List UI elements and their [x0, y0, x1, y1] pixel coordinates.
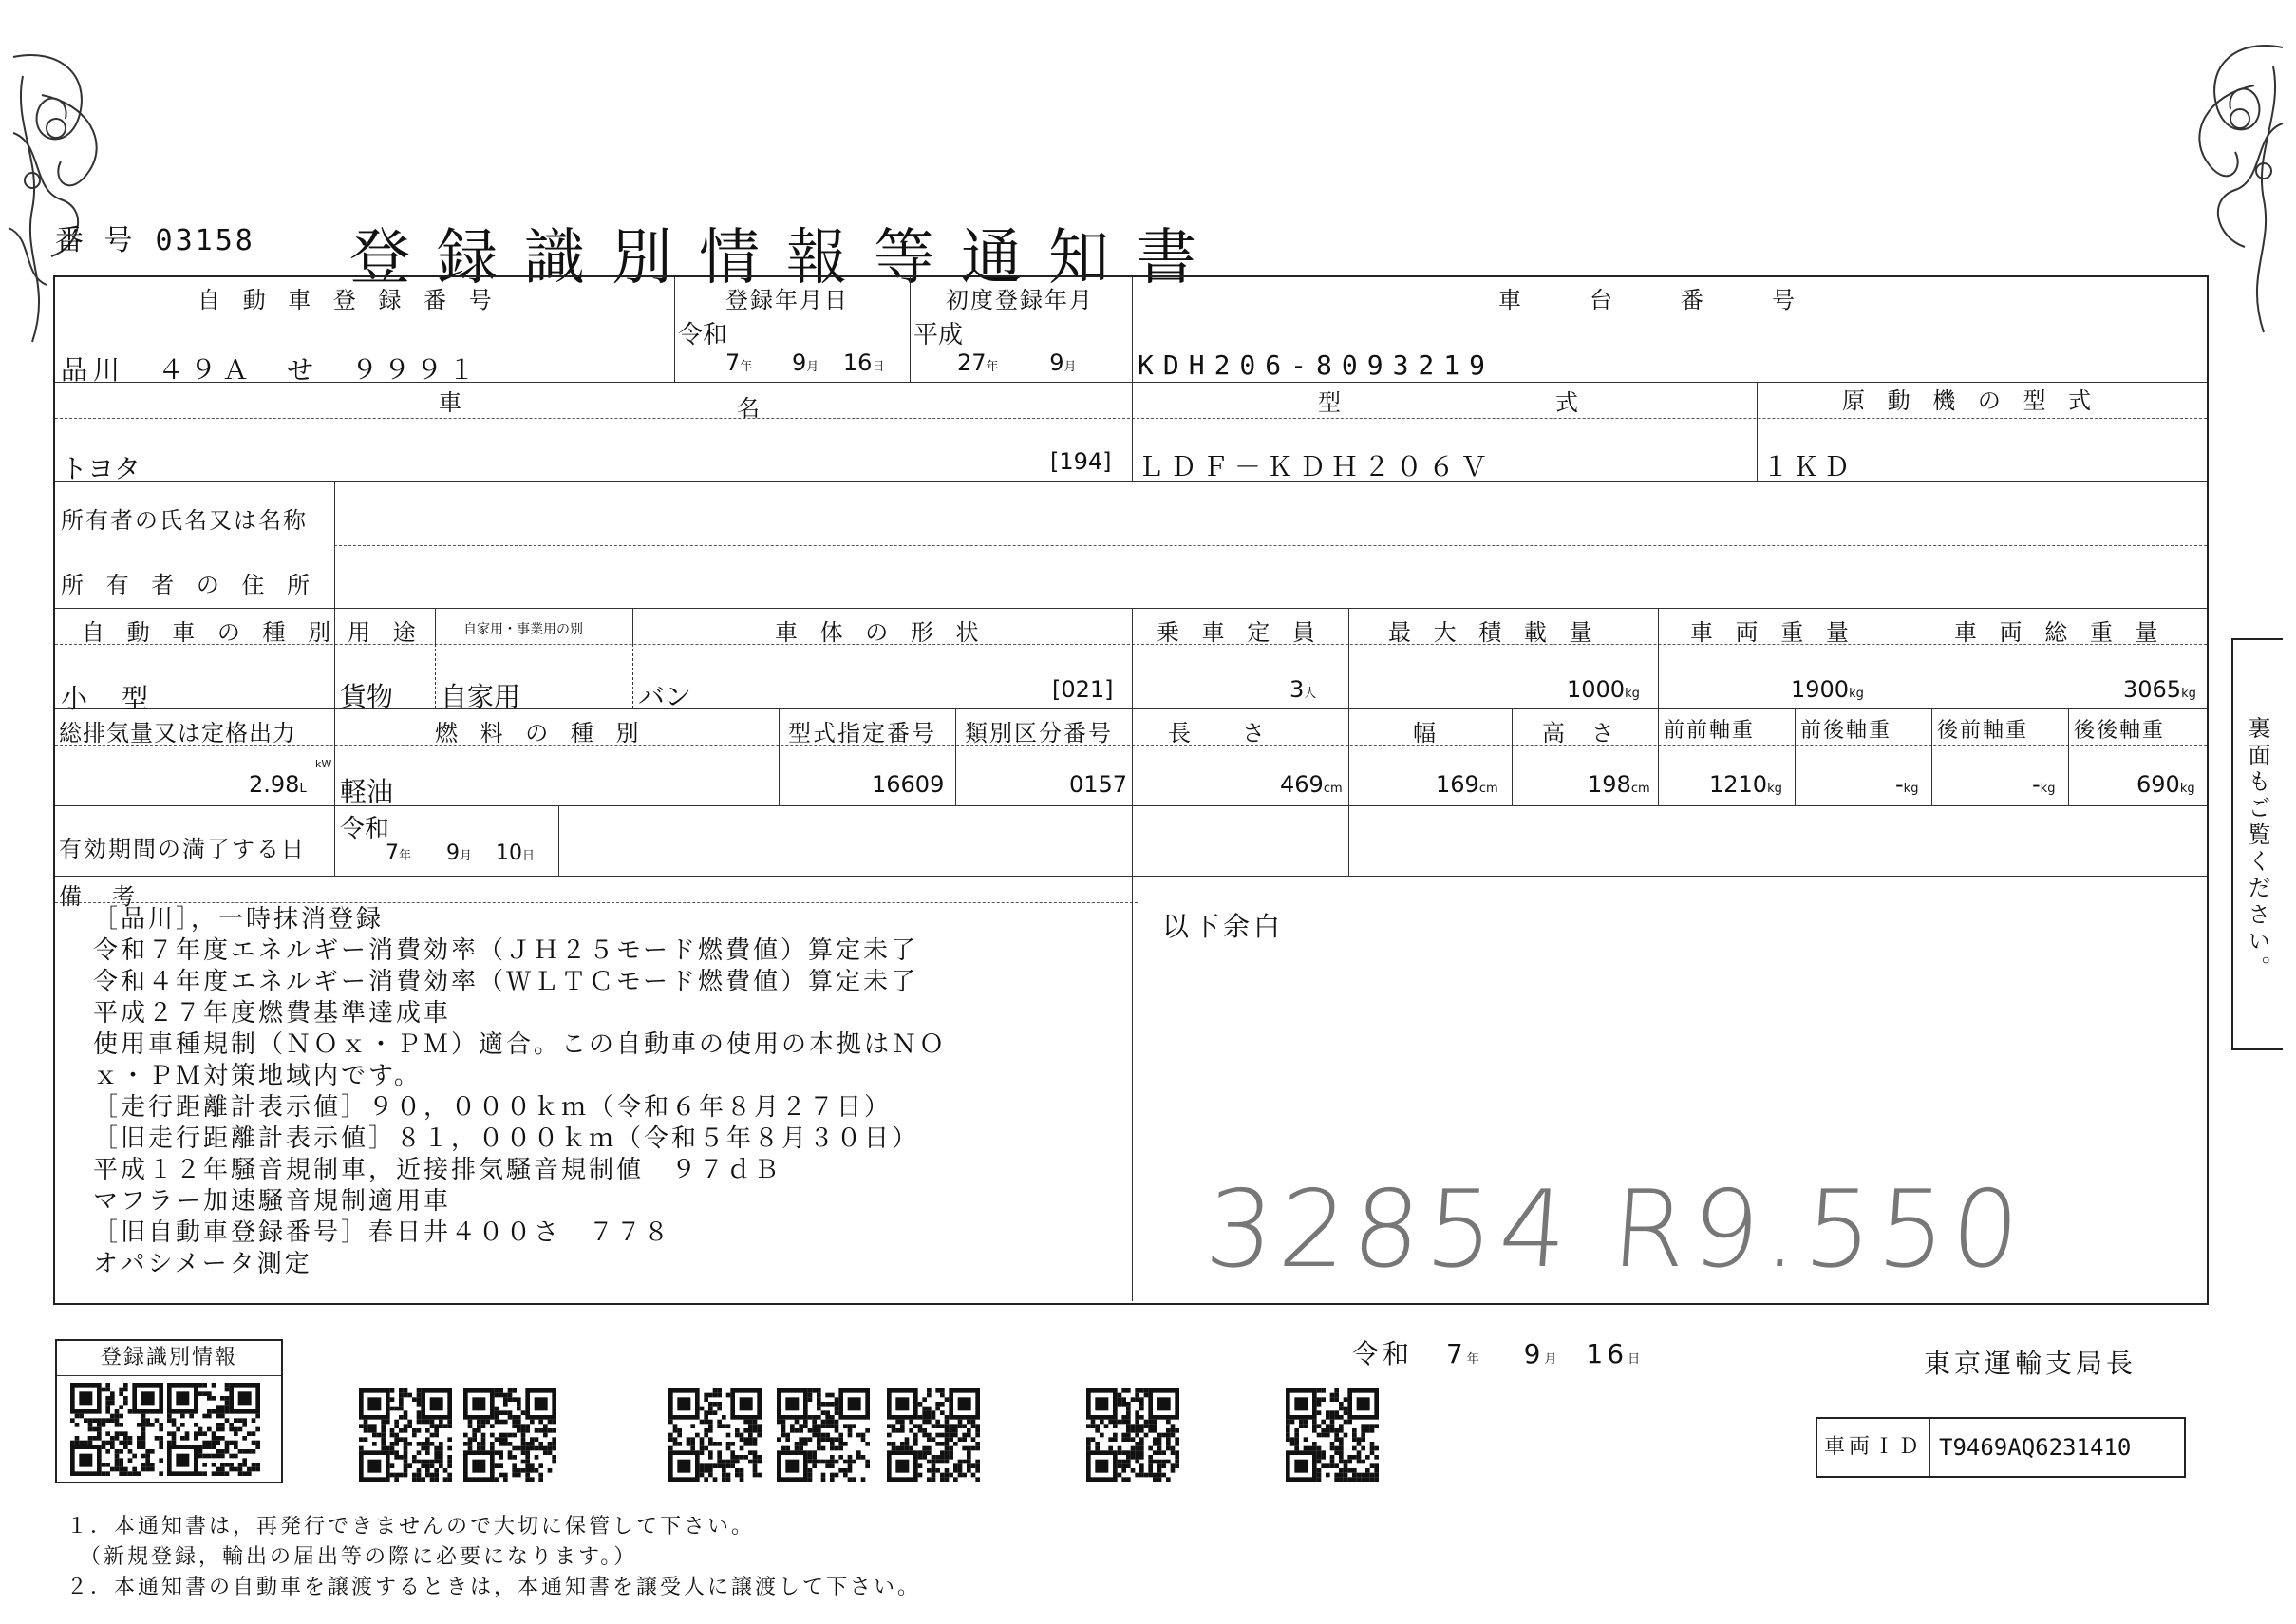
- expiry-day: 10: [496, 841, 523, 865]
- use: 貨物: [340, 681, 394, 712]
- label-length: 長 さ: [1168, 720, 1267, 746]
- label-width: 幅: [1413, 720, 1438, 746]
- remarks-list: [93, 904, 947, 1280]
- label-engine-model: 原 動 機 の 型 式: [1842, 387, 2099, 414]
- label-use: 用 途: [348, 619, 423, 646]
- capacity: 3: [1289, 676, 1305, 703]
- label-max-load: 最 大 積 載 量: [1388, 619, 1600, 646]
- label-vehicle-weight: 車 両 重 量: [1690, 619, 1856, 646]
- body-code: [021]: [1052, 676, 1114, 703]
- class-number: 0157: [1069, 771, 1128, 798]
- remark-line: 平成２７年度燃費基準達成車: [93, 999, 452, 1028]
- issue-month: 9: [1523, 1338, 1545, 1369]
- label-car: 車: [439, 389, 463, 416]
- width: 169: [1436, 771, 1479, 798]
- vehicle-id-box: [1816, 1417, 2186, 1478]
- footer-note: １．本通知書は，再発行できませんので大切に保管して下さい。: [66, 1515, 756, 1539]
- remark-line: 使用車種規制（ＮＯｘ・ＰＭ）適合。この自動車の使用の本拠はＮＯ: [93, 1030, 948, 1059]
- label-height: 高 さ: [1542, 720, 1616, 746]
- label-rr-axle: 後後軸重: [2074, 719, 2166, 743]
- expiry-month: 9: [446, 841, 461, 865]
- handwritten-note: 32854 R9.550: [1201, 1168, 2029, 1292]
- qr-code-icon: [463, 1388, 556, 1482]
- registration-info-label: 登録識別情報: [57, 1341, 281, 1376]
- vehicle-kind: 小 型: [61, 683, 153, 714]
- document-number: [55, 217, 255, 258]
- page-title: 登録識別情報等通知書: [349, 223, 1223, 293]
- label-rf-axle: 後前軸重: [1937, 719, 2029, 743]
- label-model: 型: [1318, 389, 1343, 416]
- label-style: 式: [1555, 389, 1580, 416]
- remark-line: オパシメータ測定: [93, 1250, 312, 1278]
- qr-code-icon: [668, 1388, 762, 1482]
- label-owner-name: 所有者の氏名又は名称: [61, 507, 308, 534]
- label-private-business: 自家用・事業用の別: [463, 622, 583, 637]
- qr-code-icon: [887, 1388, 980, 1482]
- qr-code-icon: [1086, 1388, 1179, 1482]
- vehicle-id-label: 車両ＩＤ: [1817, 1419, 1930, 1476]
- label-type-designation: 型式指定番号: [788, 720, 936, 746]
- side-note-tab: [2231, 638, 2283, 1050]
- gross-weight: 3065: [2123, 676, 2182, 703]
- label-remarks: 備 考: [59, 883, 139, 910]
- registration-table: 自 動 車 登 録 番 号 登録年月日 初度登録年月 車 台 番 号 令和 平成 品川 ４９Ａ せ ９９９１ 7年 9月 16日 27年 9月 KDH206-8093219 車 名 型 式 原 動 機 の 型 式 トヨタ [194] ＬＤＦ－ＫＤＨ２０６Ｖ １ＫＤ 所有者の氏名又は名称 所 有 者 の 住 所 自 動 車 の 種 別 用 途 自家用・事業用の別 車 体 の 形 状 乗 車 定 員 最 大 積 載 量 車 両 重 量 車 両 総 重 量 小 型 貨物 自家用 バン [021] 3人 1000kg 1900kg 3065kg 総排気量又は定格出力 燃 料 の 種 別 型式指定番号 類別区分番号 長 さ 幅 高 さ 前前軸重 前後軸重 後前軸重 後後軸重 kW 2.98L 軽油 16609 0157 469cm 169cm 198cm 1210kg -kg -kg 690kg 有効期間の満了する日 令和 7年 9月 10日 備 考 ［品川］，一時抹消登録 令和７年度エネルギー消費効率（ＪＨ２５モード燃費値）算定未了 令和４年度エネルギー消費効率（ＷＬＴＣモード燃費値）算定未了 平成２７年度燃費基準達成車 使用車種規制（ＮＯｘ・ＰＭ）適合。この自動車の使用の本拠はＮＯ ｘ・ＰＭ対策地域内です。 ［走行距離計表示値］９０，０００ｋｍ（令和６年８月２７日） ［旧走行距離計表示値］８１，０００ｋｍ（令和５年８月３０日） 平成１２年騒音規制車，近接排気騒音規制値 ９７ｄＢ マフラー加速騒音規制適用車 ［旧自動車登録番号］春日井４００さ ７７８ オパシメータ測定 以下余白: [53, 275, 2209, 1305]
- expiry-era: 令和: [340, 815, 390, 843]
- body-shape: バン: [638, 681, 692, 712]
- maker-code: [194]: [1050, 448, 1112, 475]
- reg-year: 7: [725, 349, 741, 376]
- length: 469: [1280, 771, 1324, 798]
- qr-code-icon: [167, 1383, 260, 1476]
- fr-axle-weight: -: [1895, 771, 1904, 798]
- margin-note: 以下余白: [1162, 911, 1285, 942]
- issue-year: 7: [1445, 1338, 1467, 1369]
- label-fr-axle: 前後軸重: [1800, 719, 1892, 743]
- label-displacement: 総排気量又は定格出力: [59, 720, 296, 746]
- max-load: 1000: [1567, 676, 1626, 703]
- remark-line: ［走行距離計表示値］９０，０００ｋｍ（令和６年８月２７日）: [93, 1093, 893, 1122]
- remark-line: 令和４年度エネルギー消費効率（ＷＬＴＣモード燃費値）算定未了: [93, 968, 918, 996]
- first-reg-year: 27: [957, 349, 987, 376]
- reg-month: 9: [791, 349, 807, 376]
- remark-line: マフラー加速騒音規制適用車: [93, 1187, 452, 1216]
- first-reg-era: 平成: [913, 321, 964, 349]
- qr-code-icon: [359, 1388, 452, 1482]
- qr-code-icon: [70, 1383, 163, 1476]
- reg-day: 16: [842, 349, 873, 376]
- issue-day: 16: [1586, 1338, 1628, 1369]
- label-body-shape: 車 体 の 形 状: [775, 619, 987, 646]
- label-first-registration: 初度登録年月: [946, 287, 1094, 313]
- label-vehicle-kind: 自 動 車 の 種 別: [82, 619, 339, 646]
- license-plate: 品川 ４９Ａ せ ９９９１: [61, 354, 481, 386]
- type-designation-number: 16609: [872, 771, 945, 798]
- label-gross-weight: 車 両 総 重 量: [1954, 619, 2166, 646]
- document-number-label: 番 号: [55, 224, 139, 257]
- displacement: 2.98: [249, 771, 300, 798]
- vehicle-id: T9469AQ6231410: [1939, 1434, 2132, 1461]
- label-name: 名: [737, 395, 762, 422]
- document-number-value: 03158: [155, 224, 255, 257]
- issue-era: 令和: [1352, 1338, 1414, 1369]
- qr-code-icon: [1286, 1388, 1379, 1482]
- chassis-number: KDH206-8093219: [1138, 349, 1496, 381]
- footer-note: （新規登録，輸出の届出等の際に必要になります。）: [66, 1545, 638, 1569]
- label-chassis-number: 車 台 番 号: [1498, 287, 1802, 313]
- issuing-authority: 東京運輸支局長: [1924, 1348, 2137, 1379]
- engine-model: １ＫＤ: [1762, 451, 1854, 482]
- fuel-type: 軽油: [340, 776, 394, 807]
- label-class-number: 類別区分番号: [965, 720, 1113, 746]
- ff-axle-weight: 1210: [1709, 771, 1768, 798]
- label-capacity: 乗 車 定 員: [1157, 619, 1323, 646]
- remark-line: ［旧走行距離計表示値］８１，０００ｋｍ（令和５年８月３０日）: [93, 1124, 920, 1153]
- label-registration-date: 登録年月日: [725, 287, 849, 313]
- remark-line: ［品川］，一時抹消登録: [93, 905, 385, 934]
- side-note-text: 裏面もご覧ください。: [2244, 716, 2270, 982]
- remark-line: 平成１２年騒音規制車，近接排気騒音規制値 ９７ｄＢ: [93, 1156, 782, 1184]
- reg-era: 令和: [678, 321, 728, 349]
- remark-line: ［旧自動車登録番号］春日井４００さ ７７８: [93, 1218, 672, 1247]
- qr-code-icon: [777, 1388, 870, 1482]
- label-owner-address: 所 有 者 の 住 所: [61, 572, 318, 598]
- issue-date: 令和 7年 9月 16日: [1352, 1338, 1641, 1369]
- private-business: 自家用: [441, 681, 521, 712]
- first-reg-month: 9: [1049, 349, 1064, 376]
- rr-axle-weight: 690: [2136, 771, 2180, 798]
- height: 198: [1588, 771, 1631, 798]
- remark-line: ｘ・ＰＭ対策地域内です。: [93, 1062, 422, 1090]
- remark-line: 令和７年度エネルギー消費効率（ＪＨ２５モード燃費値）算定未了: [93, 936, 918, 965]
- model-code: ＬＤＦ－ＫＤＨ２０６Ｖ: [1138, 451, 1494, 482]
- label-ff-axle: 前前軸重: [1664, 719, 1756, 743]
- label-registration-number: 自 動 車 登 録 番 号: [198, 287, 499, 313]
- rf-axle-weight: -: [2032, 771, 2041, 798]
- vehicle-weight: 1900: [1791, 676, 1850, 703]
- expiry-year: 7: [386, 841, 399, 865]
- maker: トヨタ: [61, 453, 141, 484]
- footer-note: ２．本通知書の自動車を譲渡するときは，本通知書を譲受人に譲渡して下さい。: [66, 1576, 922, 1599]
- label-fuel: 燃 料 の 種 別: [435, 720, 647, 746]
- label-expiry: 有効期間の満了する日: [59, 836, 306, 862]
